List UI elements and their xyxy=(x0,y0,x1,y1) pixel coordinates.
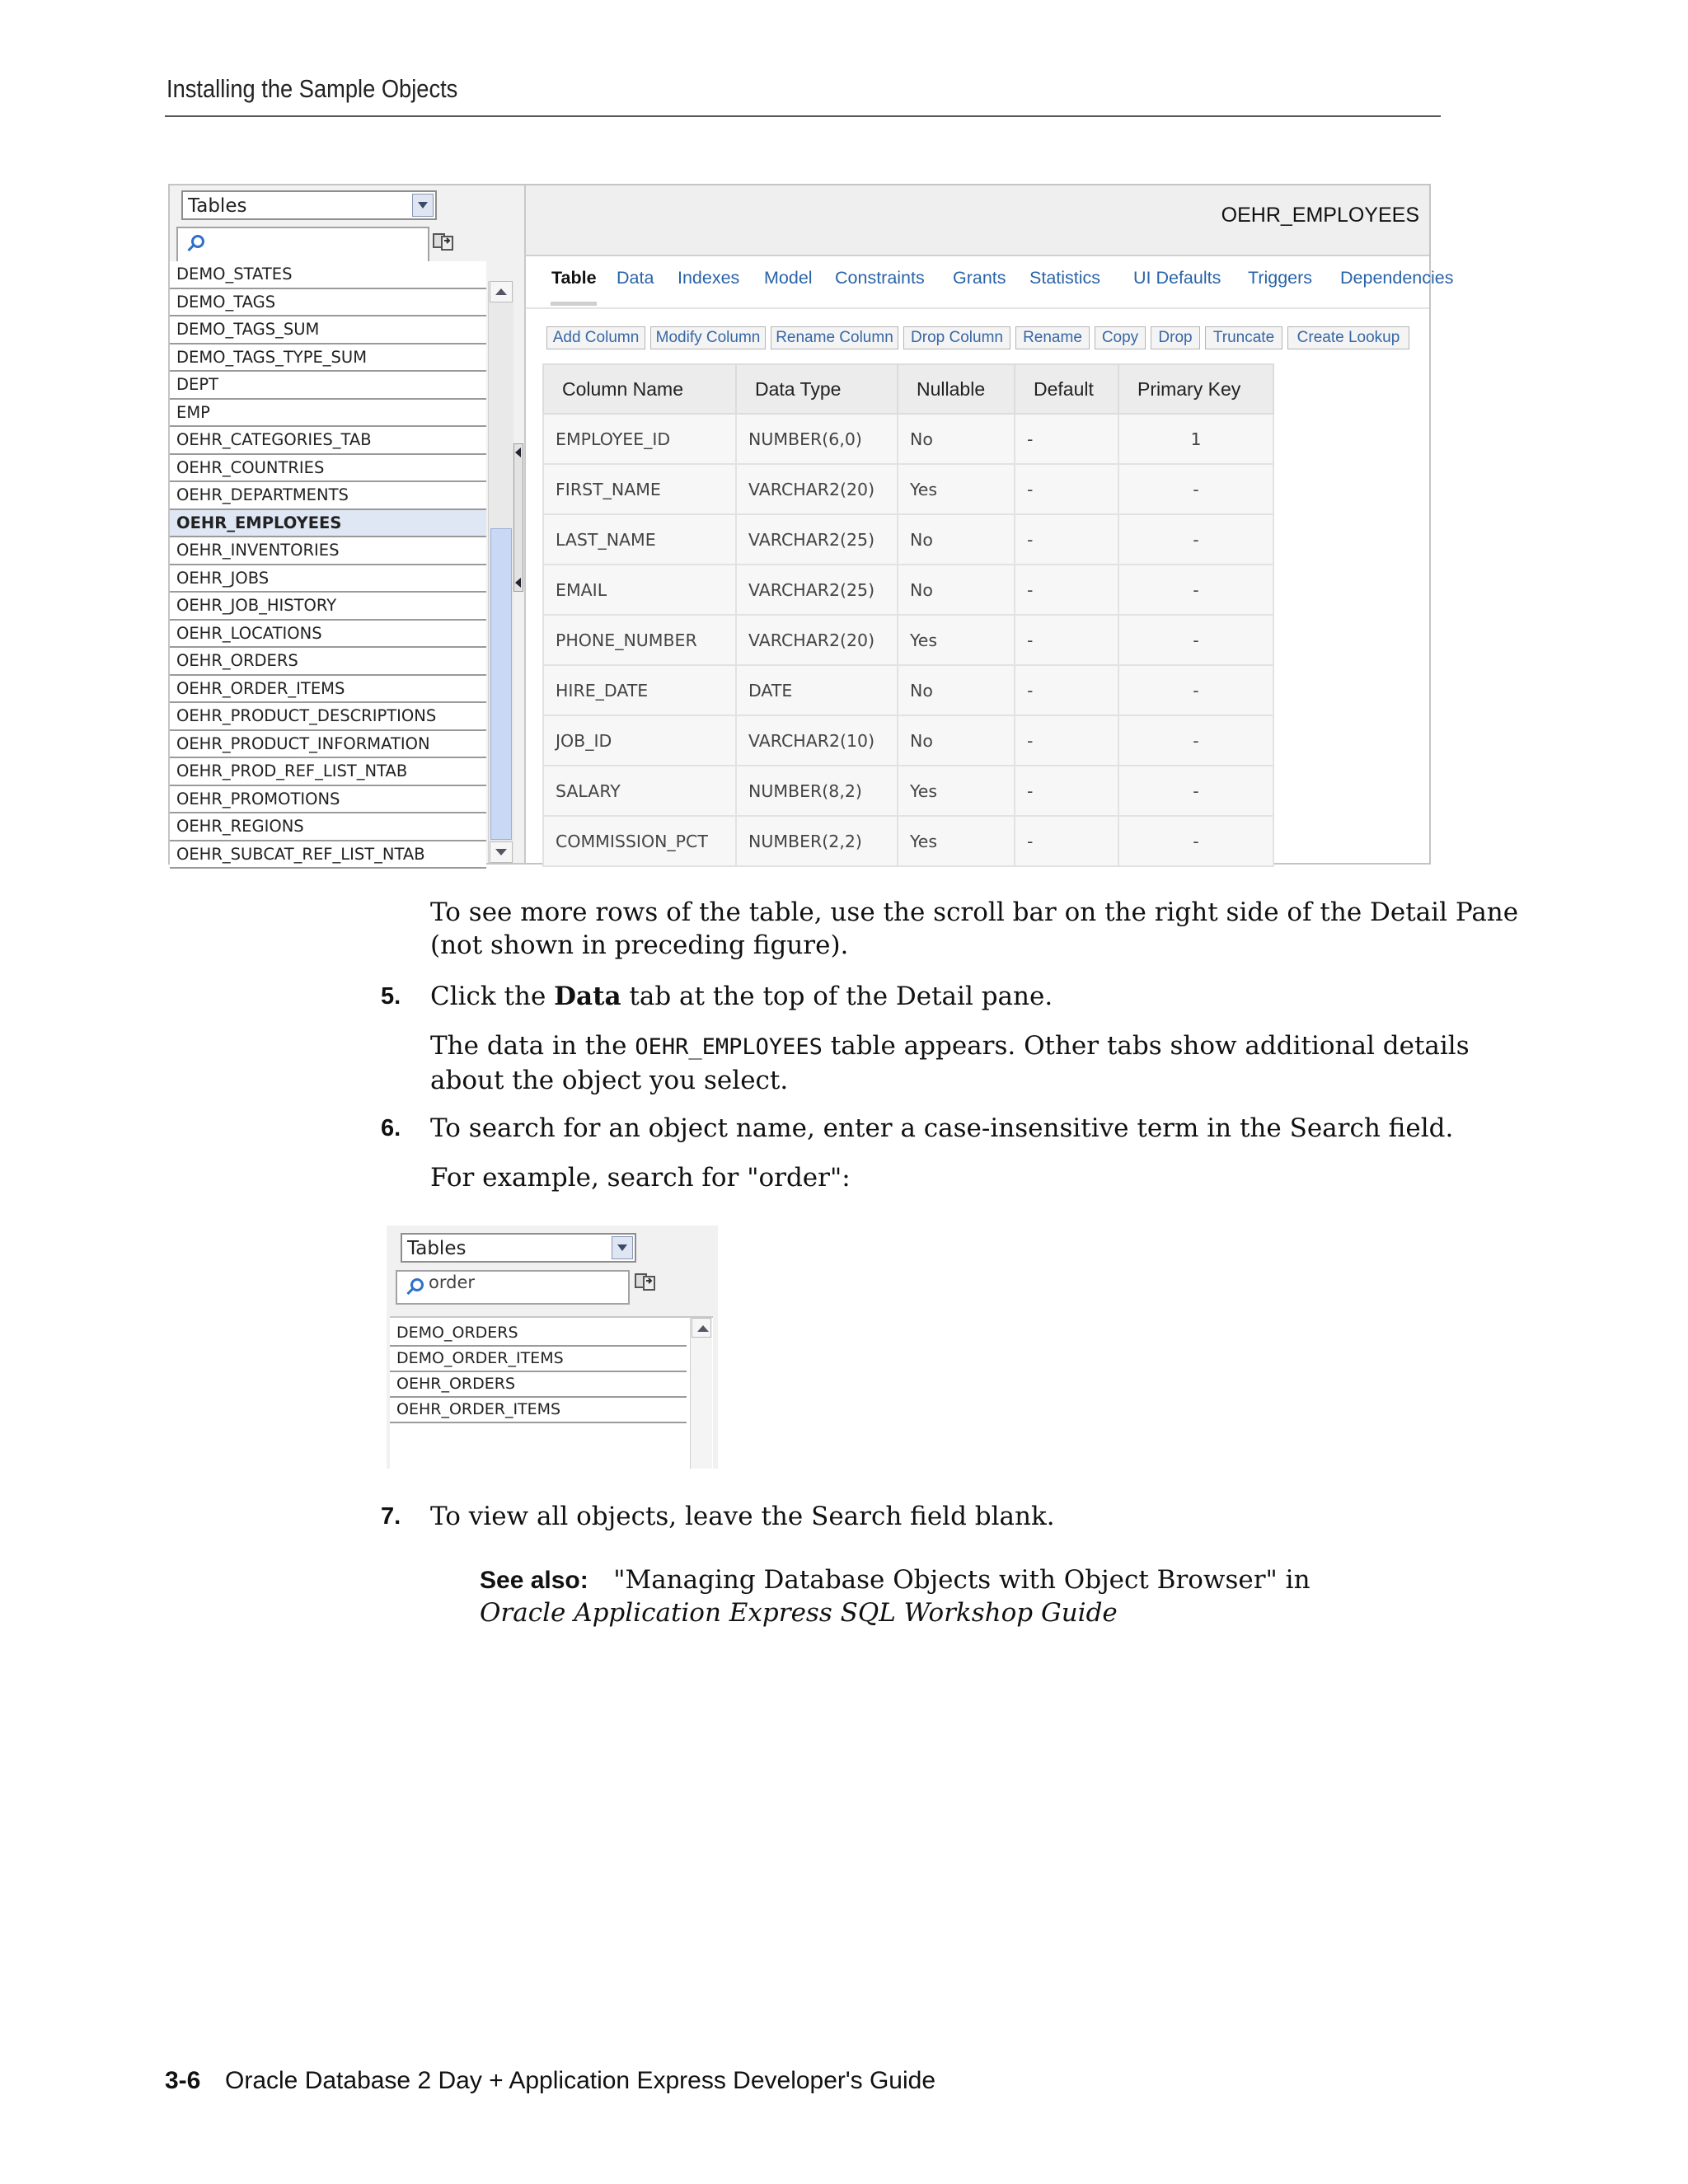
text-run-bold: Data xyxy=(554,982,621,1011)
code-text: OEHR_EMPLOYEES xyxy=(635,1034,823,1060)
modify-column-button[interactable]: Modify Column xyxy=(650,326,766,349)
table-list-item[interactable]: OEHR_JOB_HISTORY xyxy=(170,593,486,621)
columns-table xyxy=(542,363,1274,867)
table-row xyxy=(543,514,1273,565)
detail-title-bar xyxy=(526,185,1429,256)
step-number: 7. xyxy=(381,1503,401,1530)
table-list-item[interactable]: OEHR_PROD_REF_LIST_NTAB xyxy=(170,758,486,786)
table-list-item[interactable]: DEMO_TAGS xyxy=(170,289,486,317)
table-list-item[interactable]: OEHR_INVENTORIES xyxy=(170,537,486,565)
add-column-button[interactable]: Add Column xyxy=(546,326,645,349)
chevron-down-icon[interactable] xyxy=(612,1236,633,1259)
table-list-item[interactable]: OEHR_JOBS xyxy=(170,565,486,593)
table-cell: No xyxy=(898,715,1015,766)
rename-button[interactable]: Rename xyxy=(1015,326,1090,349)
step-text xyxy=(430,980,1053,1013)
table-cell: - xyxy=(1118,816,1273,866)
truncate-button[interactable]: Truncate xyxy=(1205,326,1282,349)
table-cell: VARCHAR2(10) xyxy=(736,715,898,766)
object-list xyxy=(170,265,486,864)
table-cell: - xyxy=(1015,715,1118,766)
scroll-down-icon[interactable] xyxy=(490,841,513,863)
see-also-reference[interactable]: Oracle Application Express SQL Workshop Guide xyxy=(480,1598,1118,1628)
table-cell: - xyxy=(1015,514,1118,565)
table-cell: Yes xyxy=(898,464,1015,514)
table-list-item[interactable]: OEHR_CATEGORIES_TAB xyxy=(170,427,486,455)
step-number: 6. xyxy=(381,1115,401,1141)
text-run: The data in the xyxy=(430,1031,635,1061)
step-text: To search for an object name, enter a case-insensitive term in the Search field. xyxy=(430,1113,1454,1143)
table-cell: EMPLOYEE_ID xyxy=(543,414,736,464)
table-list-item[interactable]: OEHR_SUBCAT_REF_LIST_NTAB xyxy=(170,841,486,869)
table-row xyxy=(543,414,1273,464)
scroll-up-icon[interactable] xyxy=(490,281,513,302)
see-also-label: See also: xyxy=(480,1567,588,1594)
tab-table[interactable]: Table xyxy=(551,268,597,288)
table-list-item[interactable]: OEHR_PRODUCT_DESCRIPTIONS xyxy=(170,703,486,731)
table-list-item[interactable]: OEHR_LOCATIONS xyxy=(170,621,486,649)
search-example-figure xyxy=(387,1226,718,1469)
table-cell: DATE xyxy=(736,665,898,715)
tab-data[interactable]: Data xyxy=(617,268,654,288)
table-list-item[interactable]: OEHR_PRODUCT_INFORMATION xyxy=(170,731,486,759)
table-cell: - xyxy=(1015,665,1118,715)
object-browser-figure xyxy=(168,184,1454,865)
detail-pane xyxy=(526,185,1454,863)
table-cell: - xyxy=(1118,665,1273,715)
table-cell: VARCHAR2(20) xyxy=(736,615,898,665)
refresh-icon[interactable] xyxy=(432,232,455,251)
object-type-select[interactable] xyxy=(181,190,437,220)
table-cell: - xyxy=(1118,615,1273,665)
table-list-item[interactable]: OEHR_DEPARTMENTS xyxy=(170,482,486,510)
table-list-item[interactable]: DEMO_TAGS_SUM xyxy=(170,316,486,344)
page-number: 3-6 xyxy=(165,2067,201,2094)
table-cell: EMAIL xyxy=(543,565,736,615)
table-cell: COMMISSION_PCT xyxy=(543,816,736,866)
table-cell: No xyxy=(898,514,1015,565)
table-list-item[interactable]: OEHR_ORDER_ITEMS xyxy=(170,676,486,704)
object-type-value: Tables xyxy=(407,1238,467,1259)
selected-object-title: OEHR_EMPLOYEES xyxy=(1221,204,1419,227)
table-cell: - xyxy=(1015,565,1118,615)
search-icon xyxy=(191,235,204,248)
search-input[interactable] xyxy=(396,1270,630,1305)
table-cell: FIRST_NAME xyxy=(543,464,736,514)
scroll-thumb[interactable] xyxy=(490,528,512,840)
table-row xyxy=(543,766,1273,816)
copy-button[interactable]: Copy xyxy=(1095,326,1146,349)
table-cell: - xyxy=(1015,615,1118,665)
table-cell: 1 xyxy=(1118,414,1273,464)
table-cell: NUMBER(6,0) xyxy=(736,414,898,464)
tab-ui-defaults[interactable]: UI Defaults xyxy=(1133,268,1221,288)
table-row xyxy=(543,565,1273,615)
tab-dependencies[interactable]: Dependencies xyxy=(1340,268,1454,288)
active-tab-indicator xyxy=(551,302,597,306)
tab-divider xyxy=(526,307,1429,309)
table-cell: - xyxy=(1118,464,1273,514)
see-also-text: "Managing Database Objects with Object Browser" in xyxy=(613,1565,1311,1595)
tab-model[interactable]: Model xyxy=(764,268,813,288)
table-cell: - xyxy=(1015,816,1118,866)
table-cell: No xyxy=(898,565,1015,615)
table-cell: VARCHAR2(25) xyxy=(736,514,898,565)
table-cell: - xyxy=(1118,715,1273,766)
search-input[interactable] xyxy=(176,227,429,263)
table-cell: LAST_NAME xyxy=(543,514,736,565)
columns-header-row xyxy=(543,364,1273,414)
table-row xyxy=(543,816,1273,866)
pane-splitter-handle[interactable] xyxy=(513,443,523,592)
table-list-item[interactable]: EMP xyxy=(170,400,486,428)
table-cell: - xyxy=(1015,414,1118,464)
table-cell: VARCHAR2(20) xyxy=(736,464,898,514)
paragraph xyxy=(430,896,1518,962)
header-rule xyxy=(165,115,1441,117)
search-results-list xyxy=(390,1316,713,1470)
tab-grants[interactable]: Grants xyxy=(953,268,1006,288)
table-cell: - xyxy=(1118,514,1273,565)
table-cell: HIRE_DATE xyxy=(543,665,736,715)
tab-triggers[interactable]: Triggers xyxy=(1248,268,1313,288)
column-header: Nullable xyxy=(898,364,1015,414)
text-run: Click the xyxy=(430,982,555,1011)
column-header: Column Name xyxy=(543,364,736,414)
tab-statistics[interactable]: Statistics xyxy=(1029,268,1101,288)
search-value: order xyxy=(429,1272,475,1292)
table-cell: NUMBER(8,2) xyxy=(736,766,898,816)
table-list-item[interactable]: OEHR_EMPLOYEES xyxy=(170,510,486,538)
table-list-item[interactable]: OEHR_REGIONS xyxy=(170,813,486,841)
search-result-item[interactable]: OEHR_ORDERS xyxy=(390,1372,687,1398)
table-cell: PHONE_NUMBER xyxy=(543,615,736,665)
table-row xyxy=(543,665,1273,715)
text-run: tab at the top of the Detail pane. xyxy=(621,982,1053,1011)
running-header: Installing the Sample Objects xyxy=(166,74,458,103)
table-cell: No xyxy=(898,665,1015,715)
table-row xyxy=(543,715,1273,766)
table-cell: - xyxy=(1118,766,1273,816)
object-type-value: Tables xyxy=(188,195,247,217)
column-header: Default xyxy=(1015,364,1118,414)
drop-button[interactable]: Drop xyxy=(1151,326,1200,349)
table-cell: JOB_ID xyxy=(543,715,736,766)
search-result-item[interactable]: OEHR_ORDER_ITEMS xyxy=(390,1398,687,1423)
column-header: Primary Key xyxy=(1118,364,1273,414)
table-list-item[interactable]: DEPT xyxy=(170,372,486,400)
drop-column-button[interactable]: Drop Column xyxy=(903,326,1010,349)
footer-title: Oracle Database 2 Day + Application Express Developer's Guide xyxy=(225,2067,936,2094)
column-header: Data Type xyxy=(736,364,898,414)
paragraph xyxy=(430,1029,1470,1097)
refresh-icon[interactable] xyxy=(634,1272,657,1291)
table-list-item[interactable]: DEMO_STATES xyxy=(170,261,486,289)
table-list-item[interactable]: OEHR_ORDERS xyxy=(170,648,486,676)
rename-column-button[interactable]: Rename Column xyxy=(771,326,898,349)
table-cell: NUMBER(2,2) xyxy=(736,816,898,866)
table-row xyxy=(543,615,1273,665)
object-list-scrollbar[interactable] xyxy=(488,281,513,863)
object-type-select[interactable] xyxy=(401,1233,636,1263)
table-cell: - xyxy=(1015,766,1118,816)
object-selection-pane xyxy=(170,185,526,863)
text-line: about the object you select. xyxy=(430,1066,789,1095)
see-also-note xyxy=(480,1563,1311,1629)
table-list-item[interactable]: OEHR_PROMOTIONS xyxy=(170,786,486,814)
search-result-item[interactable]: DEMO_ORDERS xyxy=(390,1321,687,1347)
text-line: (not shown in preceding figure). xyxy=(430,930,849,960)
table-cell: Yes xyxy=(898,816,1015,866)
table-cell: No xyxy=(898,414,1015,464)
create-lookup-button[interactable]: Create Lookup xyxy=(1287,326,1409,349)
table-cell: VARCHAR2(25) xyxy=(736,565,898,615)
search-icon xyxy=(410,1278,424,1291)
search-result-item[interactable]: DEMO_ORDER_ITEMS xyxy=(390,1347,687,1372)
text-line: To see more rows of the table, use the scroll bar on the right side of the Detail Pane xyxy=(430,898,1519,927)
results-scrollbar[interactable] xyxy=(690,1318,712,1469)
text-run: table appears. Other tabs show additional details xyxy=(822,1031,1470,1061)
step-number: 5. xyxy=(381,983,401,1010)
table-list-item[interactable]: DEMO_TAGS_TYPE_SUM xyxy=(170,344,486,373)
step-text: To view all objects, leave the Search field blank. xyxy=(430,1502,1055,1531)
table-list-item[interactable]: OEHR_COUNTRIES xyxy=(170,455,486,483)
table-cell: SALARY xyxy=(543,766,736,816)
scroll-up-icon[interactable] xyxy=(692,1318,711,1338)
table-row xyxy=(543,464,1273,514)
table-cell: Yes xyxy=(898,615,1015,665)
tab-constraints[interactable]: Constraints xyxy=(835,268,925,288)
chevron-down-icon[interactable] xyxy=(412,194,434,217)
table-cell: Yes xyxy=(898,766,1015,816)
paragraph: For example, search for "order": xyxy=(430,1163,851,1193)
tab-indexes[interactable]: Indexes xyxy=(678,268,740,288)
table-cell: - xyxy=(1015,464,1118,514)
table-cell: - xyxy=(1118,565,1273,615)
